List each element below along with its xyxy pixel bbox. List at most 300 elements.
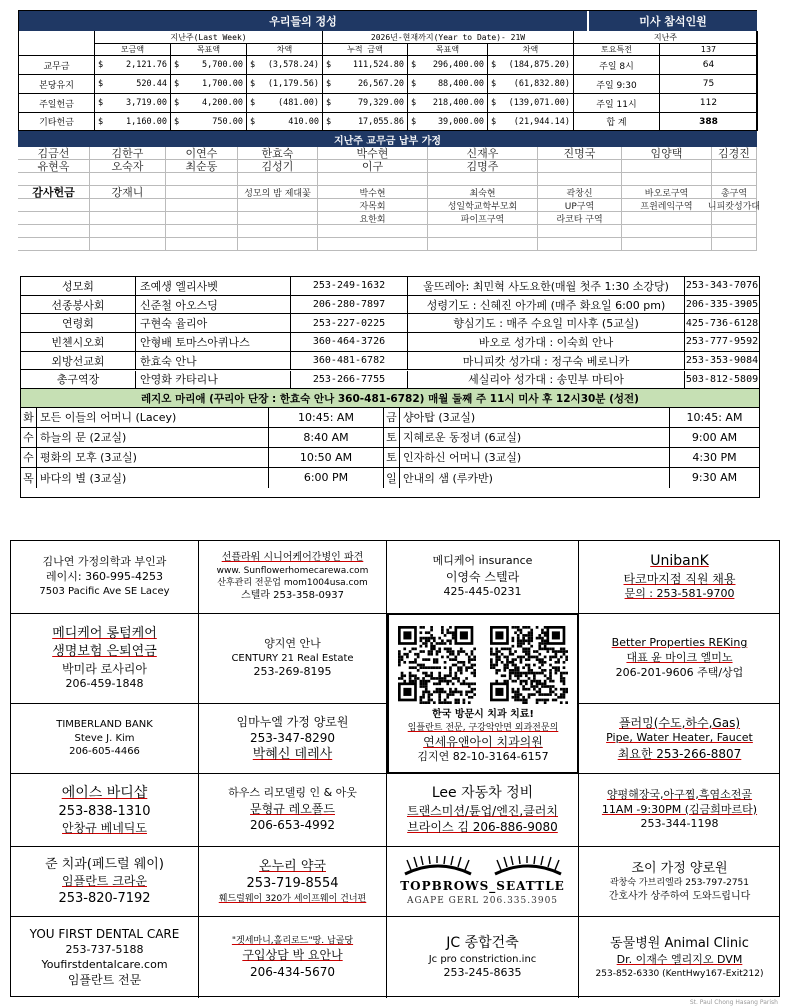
intention-name: 파이프구역 [428,212,538,225]
intention-name [712,225,757,238]
currency-symbol: $ [250,98,256,108]
parish-footer: St. Paul Chong Hasang Parish [689,999,778,1006]
org-group: 총구역장 [21,371,136,389]
ad-line: 임마누엘 가정 양로원 [236,714,349,729]
intention-name [238,238,318,251]
ad-line: 양평해장국,아구찜,흑염소전골 [606,787,753,801]
offering-amount-cell [488,94,574,113]
ad-line: 스텔라 253-358-0937 [241,590,344,602]
currency-symbol: $ [411,60,417,70]
meeting-time: 6:00 PM [269,468,384,488]
ad-line: 김나연 가정의학과 부인과 [42,555,167,569]
offering-amount-cell [95,56,171,75]
intention-name [166,238,238,251]
ad-line: 연세유앤아이 치과의원 [423,734,543,749]
offering-amount: (21,944.14) [513,116,570,127]
organization-row [21,333,759,352]
ad-line: 임플란트 전문 [67,973,142,988]
ad-line: 253-269-8195 [253,665,332,679]
currency-symbol: $ [491,98,497,108]
ad-yonsei-dental [387,614,579,774]
ad-cemetery [199,917,387,998]
ad-line: 안창규 베네딕도 [62,821,147,836]
organization-row [21,314,759,333]
ad-line: 메디케어 insurance [432,554,533,568]
offering-amount: 520.44 [136,79,167,89]
ad-line: 206-201-9606 주택/상업 [615,665,744,679]
ad-line: 253-245-8635 [443,966,522,980]
ad-line: 253-344-1198 [640,817,719,831]
ad-line: 한국 방문시 치과 치료! [432,709,534,721]
currency-symbol: $ [98,60,104,70]
intention-name: 프윈레익구역 [622,199,712,212]
ad-line: Better Properties REKing [611,636,748,650]
org-phone-2: 206-335-3905 [685,299,759,311]
org-leader: 한효숙 안나 [136,352,291,370]
ad-you-first-dental [11,917,199,998]
ad-line: Dr. 이재수 엘리지오 DVM [616,952,743,966]
ad-line: 선플라워 시니어케어간병인 파견 [221,552,364,564]
business-directory [10,540,780,997]
ad-plumbing [579,704,780,774]
intention-name [712,173,757,186]
currency-symbol: $ [491,60,497,70]
eyelash-icon [403,856,473,878]
intention-name [622,225,712,238]
offerings-header-grid [19,31,758,56]
intention-name: 성일학교학부모회 [428,199,538,212]
intention-name [538,173,622,186]
ad-line: 11AM -9:30PM (김금희마르타) [601,802,758,816]
meeting-time: 9:30 AM [691,471,738,485]
currency-symbol: $ [326,79,332,89]
currency-symbol: $ [250,116,256,127]
ad-line: 206-459-1848 [65,676,144,690]
meeting-day: 화 [21,408,37,427]
meeting-name: 안내의 샘 (루카반) [400,468,670,488]
intention-name [428,225,538,238]
ad-family-clinic [11,541,199,614]
mass-time: 주일 8시 [574,56,660,75]
offering-amount: (481.00) [278,98,319,108]
ad-line: Jc pro constriction.inc [428,953,537,965]
org-phone-2: 425-736-6128 [685,317,759,329]
ad-better-properties [579,614,780,704]
intention-name: 김금선 [18,147,90,160]
ad-line: 동물병원 Animal Clinic [610,936,749,952]
org-phone-2: 503-812-5809 [685,373,759,385]
intention-name: 진명국 [538,147,622,160]
intention-name [622,238,712,251]
offering-amount-cell [488,113,574,131]
offering-amount-cell [408,75,488,94]
ad-jun-dental [11,847,199,917]
org-activity: 향심기도 : 매주 수요일 미사후 (5교실) [408,314,685,332]
meeting-time: 4:30 PM [692,450,737,464]
offering-amount-cell [323,75,408,94]
currency-symbol: $ [411,98,417,108]
meeting-row [21,408,759,428]
offering-amount-cell [488,56,574,75]
intention-name [622,173,712,186]
ad-medicare-longterm [11,614,199,704]
offering-amount: 5,700.00 [202,60,243,70]
ad-line: 253-347-8290 [249,730,335,745]
org-activity: 세실리아 성가대 : 송민부 마티아 [408,371,685,389]
attendance-title: 미사 참석인원 [589,11,757,31]
meeting-name: 인자하신 어머니 (3교실) [400,448,670,467]
intention-name [90,225,166,238]
offering-amount: 4,200.00 [202,98,243,108]
meeting-day: 목 [21,468,37,488]
meeting-name: 지혜로운 동정녀 (6교실) [400,428,670,447]
org-phone: 360-464-3726 [291,333,408,351]
intention-name [90,212,166,225]
currency-symbol: $ [174,98,180,108]
meeting-name: 모든 이들의 어머니 (Lacey) [37,408,269,427]
ad-topbrows [387,847,579,917]
intention-name: 김명주 [428,160,538,173]
currency-symbol: $ [98,98,104,108]
offering-amount: (61,832.80) [513,79,570,89]
intention-name [538,160,622,173]
organization-row [21,371,759,390]
ad-line: 김지연 82-10-3164-6157 [417,749,549,763]
organization-row [21,296,759,315]
intention-name: 총구역 [712,186,757,199]
ad-line: JC 종합건축 [446,934,519,951]
offering-amount: 218,400.00 [432,98,484,108]
ad-line: 메디케어 롱텀케어 [52,626,157,642]
ad-line: 트랜스미션/튠업/엔진,클러치 [406,804,558,819]
intention-name [428,173,538,186]
intention-name [18,225,90,238]
intention-name: 김한구 [90,147,166,160]
org-leader: 안형배 토마스아퀴나스 [136,333,291,351]
intention-name [712,212,757,225]
intentions-title: 지난주 교무금 납부 가정 [18,131,757,147]
meeting-name: 바다의 별 (3교실) [37,468,269,488]
organization-row [21,277,759,296]
meeting-time: 10:50 AM [269,448,384,467]
org-leader: 신준철 아오스딩 [136,296,291,314]
ad-line: 준 치과(페드럴 웨이) [45,856,164,872]
meeting-time: 10:45: AM [269,408,384,427]
intention-name: 곽창신 [538,186,622,199]
meeting-row [21,448,759,468]
intention-name: 박수현 [318,186,428,199]
ad-line: TOPBROWS_SEATTLE [400,879,565,894]
offering-amount: 1,700.00 [202,79,243,89]
intention-name: 박수현 [318,147,428,160]
org-leader: 구현숙 율리아 [136,314,291,332]
ytd-label: 2026년-현재까지(Year to Date)- 21W [323,31,574,44]
meeting-day: 일 [384,468,400,488]
org-phone: 253-227-0225 [291,314,408,332]
currency-symbol: $ [491,116,497,127]
offering-amount-cell [488,75,574,94]
col-header: 토요특전 [574,44,660,56]
org-activity: 울뜨레아: 최민혁 사도요한(매월 첫주 1:30 소강당) [408,277,685,295]
eyelash-icon [493,856,563,878]
intentions-grid [18,147,761,251]
ad-animal-clinic [579,917,780,998]
ad-unibank [579,541,780,614]
ad-line: 대표 윤 마이크 엘미노 [626,651,733,665]
meeting-row [21,468,759,488]
intention-name [18,199,90,212]
intention-name [90,199,166,212]
last-week-label: 지난주(Last Week) [95,31,323,44]
offering-amount-cell [408,94,488,113]
intention-name [318,225,428,238]
offering-amount: 1,160.00 [126,116,167,127]
currency-symbol: $ [174,60,180,70]
intention-name [166,199,238,212]
offering-amount-cell [247,94,323,113]
ad-line: 이영숙 스텔라 [445,569,520,584]
intention-name [538,238,622,251]
offering-amount-cell [408,113,488,131]
qr-code-icon [490,626,568,704]
offering-amount: 26,567.20 [357,79,404,89]
ad-line: 문의 : 253-581-9700 [624,587,735,601]
ad-line: 생명보험 은퇴연금 [52,643,157,659]
attendance-count: 388 [660,113,758,131]
org-phone: 360-481-6782 [291,352,408,370]
ad-joy-care-home [579,847,780,917]
offerings-rows [19,56,758,131]
offering-amount: (3,578.24) [267,60,319,70]
org-group: 외방선교회 [21,352,136,370]
org-phone-2: 253-343-7076 [685,280,759,292]
intention-name: 성모의 밤 제대꽃 [238,186,318,199]
intention-name: 신재우 [428,147,538,160]
intention-name: 라코타 구역 [538,212,622,225]
intention-name: 한효숙 [238,147,318,160]
col-header: 모금액 [95,44,171,56]
intention-name [238,199,318,212]
org-phone: 253-249-1632 [291,277,408,295]
ad-timberland-bank [11,704,199,774]
ad-line: AGAPE GERL 206.335.3905 [406,895,559,906]
ad-line: www. Sunflowerhomecarewa.com [216,565,369,576]
ad-line: 타코마지점 직원 채용 [623,571,736,586]
offering-amount: 410.00 [288,116,319,127]
offering-amount-cell [247,113,323,131]
intention-name: 이구 [318,160,428,173]
ad-line: 7503 Pacific Ave SE Lacey [39,586,170,598]
offering-amount-cell [323,56,408,75]
ad-onnuri-pharmacy [199,847,387,917]
intention-name [166,212,238,225]
intention-name: 니피캇성가대 [712,199,757,212]
ad-korean-restaurant [579,774,780,847]
ad-line: 253-719-8554 [246,876,339,892]
meeting-time: 10:45: AM [686,410,743,424]
intention-name: 유현옥 [18,160,90,173]
col-header: 차액 [488,44,574,56]
ad-line: 253-820-7192 [58,890,151,906]
intention-name [712,238,757,251]
meeting-name: 샹아탑 (3교실) [400,408,670,427]
mass-time: 합 계 [574,113,660,131]
ad-line: CENTURY 21 Real Estate [231,652,354,664]
org-group: 선종봉사회 [21,296,136,314]
org-group: 연령회 [21,314,136,332]
col-header: 누적 금액 [323,44,408,56]
ad-line: 문형규 레오폴드 [250,802,335,817]
offering-amount: 750.00 [212,116,243,127]
ad-line: UnibanK [650,553,709,570]
meeting-row [21,428,759,448]
ad-line: 산후관리 전문업 mom1004usa.com [217,578,368,588]
currency-symbol: $ [250,60,256,70]
ad-line: 임플란트 크라운 [62,874,147,889]
offering-label: 기타헌금 [19,113,95,131]
intention-name [90,238,166,251]
ad-lee-auto-repair [387,774,579,847]
intention-name [18,212,90,225]
offering-amount-cell [95,113,171,131]
intention-name: 최숙현 [428,186,538,199]
offering-amount-cell [323,113,408,131]
offering-label: 본당유지 [19,75,95,94]
intention-name [166,173,238,186]
intention-name: 요한회 [318,212,428,225]
offering-amount: (184,875.20) [508,60,570,70]
ad-jc-construction [387,917,579,998]
org-phone-2: 253-777-9592 [685,336,759,348]
offering-label: 교무금 [19,56,95,75]
col-header: 목표액 [408,44,488,56]
intention-name: 김경진 [712,147,757,160]
ad-line: 레이시: 360-995-4253 [45,570,163,584]
intention-name: 이연수 [166,147,238,160]
ad-house-remodeling [199,774,387,847]
offering-amount-cell [171,94,247,113]
intention-name: 바오로구역 [622,186,712,199]
attendance-extra: 137 [660,44,758,56]
currency-symbol: $ [411,79,417,89]
ad-line: TIMBERLAND BANK [56,719,153,731]
currency-symbol: $ [250,79,256,89]
intention-name: UP구역 [538,199,622,212]
intention-name [622,212,712,225]
offering-amount: 39,000.00 [437,116,484,127]
org-group: 성모회 [21,277,136,295]
intention-name: 김성기 [238,160,318,173]
lashes-logo [403,856,563,878]
ad-line: "겟세마니,홀리로드"땅. 납골당 [231,936,354,947]
intention-name [318,238,428,251]
ad-line: 간호사가 상주하여 도와드립니다 [608,890,751,902]
ad-line: 양지연 안나 [264,636,321,650]
currency-symbol: $ [411,116,417,127]
offering-amount-cell [247,75,323,94]
currency-symbol: $ [98,79,104,89]
ad-ace-body-shop [11,774,199,847]
offering-amount-cell [95,94,171,113]
attendance-last-week-label: 지난주 [574,31,758,44]
ad-line: 최요한 253-266-8807 [617,746,742,761]
meeting-day: 금 [384,408,400,427]
org-activity: 성령기도 : 신혜진 아가페 (매주 화요일 6:00 pm) [408,296,685,314]
ad-line: 온누리 약국 [259,858,326,874]
ad-line: Steve J. Kim [74,732,135,744]
currency-symbol: $ [174,116,180,127]
ad-line: 임플란트 전문, 구강악안면 외과전문의 [407,722,559,733]
intention-name: 감사헌금 [18,186,90,199]
ad-line: 훼드럴웨이 320가 세이프웨이 건너편 [218,893,367,904]
offering-amount: (139,071.00) [508,98,570,108]
currency-symbol: $ [326,98,332,108]
offering-amount-cell [95,75,171,94]
ad-line: 박혜신 데레사 [252,746,333,762]
organization-row [21,352,759,371]
ad-century21 [199,614,387,704]
mass-time: 주일 11시 [574,94,660,113]
meeting-day: 토 [384,428,400,447]
offering-amount: 296,400.00 [432,60,484,70]
org-leader: 조예생 엘리사벳 [136,277,291,295]
meeting-day: 수 [21,448,37,467]
qr-codes [398,622,568,708]
org-phone-2: 253-353-9084 [685,355,759,367]
offering-amount: 3,719.00 [126,98,167,108]
attendance-count: 64 [660,56,758,75]
attendance-count: 75 [660,75,758,94]
ad-line: 425-445-0231 [443,585,522,599]
intention-name [238,212,318,225]
qr-code-icon [398,626,476,704]
meeting-day: 수 [21,428,37,447]
currency-symbol: $ [491,79,497,89]
organizations-section [20,276,760,498]
ad-line: 에이스 바디샵 [61,784,148,801]
ad-line: Youfirstdentalcare.com [41,957,168,971]
intention-name: 강재니 [90,186,166,199]
meeting-time: 9:00 AM [691,430,738,444]
org-activity: 마니피캇 성가대 : 정구숙 베로니카 [408,352,685,370]
ad-line: Pipe, Water Heater, Faucet [606,731,753,745]
ad-line: 253-737-5188 [65,942,144,956]
ad-line: 박미라 로사리아 [62,661,147,676]
currency-symbol: $ [326,60,332,70]
ad-line: 253-852-6330 (KentHwy167-Exit212) [595,968,764,979]
meeting-day: 토 [384,448,400,467]
intention-name: 임양택 [622,147,712,160]
offering-amount: 88,400.00 [437,79,484,89]
intentions-section [18,131,761,261]
offering-amount: 2,121.76 [126,60,167,70]
intention-name [622,160,712,173]
ad-line: 253-838-1310 [58,803,151,819]
ad-emmanuel-care-home [199,704,387,774]
ad-line: 206-605-4466 [69,746,140,758]
offering-amount-cell [171,113,247,131]
ad-sunflower-care [199,541,387,614]
meeting-time: 8:40 AM [269,428,384,447]
col-header: 목표액 [171,44,247,56]
intention-name [18,238,90,251]
intention-name [166,186,238,199]
ad-line: YOU FIRST DENTAL CARE [29,927,180,942]
ad-line: 곽창숙 가브리엘라 253-797-2751 [609,878,750,889]
ad-line: 하우스 리모델링 인 & 아웃 [228,786,357,800]
ad-line: 206-434-5670 [249,964,335,979]
currency-symbol: $ [174,79,180,89]
